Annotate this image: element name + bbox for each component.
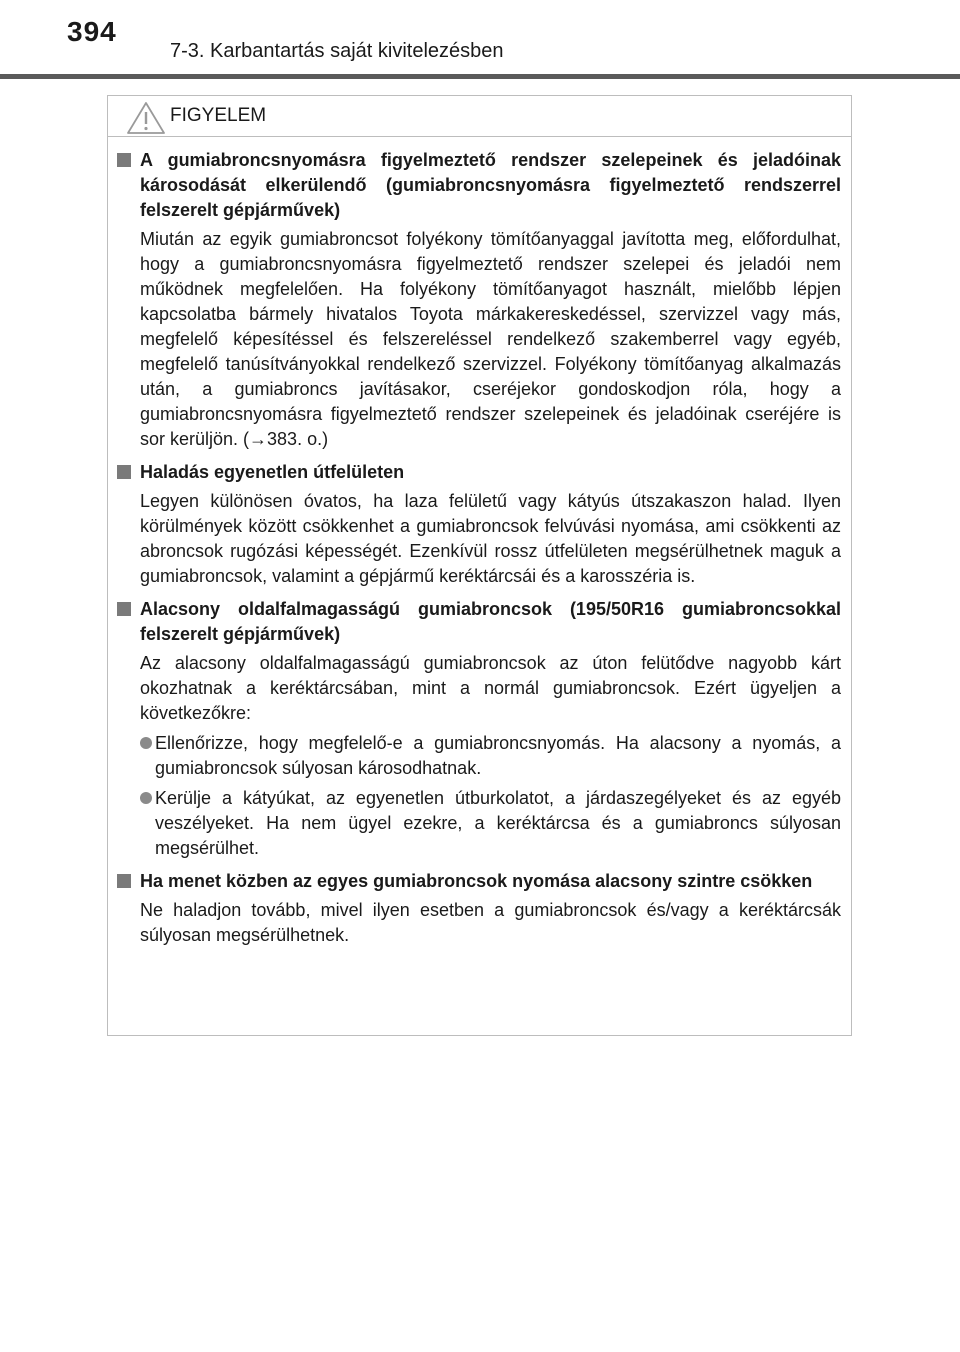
bullet-text: Ellenőrizze, hogy megfelelő-e a gumiabroncsnyomás. Ha alacsony a nyomás, a gumiabroncsok súlyosan károsodhatnak. <box>155 733 841 778</box>
item-heading: Ha menet közben az egyes gumiabroncsok nyomása alacsony szintre csökken <box>140 871 813 891</box>
bullet-text: Kerülje a kátyúkat, az egyenetlen útburkolatot, a járdaszegélyeket és az egyéb veszélyeket. Ha nem ügyel ezekre, a keréktárcsa és a gumiabroncs súlyosan megsérülhet. <box>155 788 841 858</box>
header-divider <box>0 74 960 79</box>
warning-item <box>126 869 841 948</box>
item-text: Az alacsony oldalfalmagasságú gumiabroncsok az úton felütődve nagyobb kárt okozhatnak a keréktárcsában, mint a normál gumiabroncsok. Ezért ügyeljen a következőkre: <box>140 653 841 723</box>
item-text: Ne haladjon tovább, mivel ilyen esetben a gumiabroncsok és/vagy a keréktárcsák súlyosan megsérülhetnek. <box>140 900 841 945</box>
page-number: 394 <box>67 16 117 47</box>
warning-box <box>107 95 852 1036</box>
page-header <box>0 0 960 80</box>
warning-triangle-icon <box>126 101 166 135</box>
square-bullet-icon <box>117 465 131 479</box>
item-heading: Alacsony oldalfalmagasságú gumiabroncsok (195/50R16 gumiabroncsokkal felszerelt gépjárművek) <box>140 599 841 644</box>
warning-title: FIGYELEM <box>170 105 267 126</box>
list-item <box>140 786 841 861</box>
square-bullet-icon <box>117 602 131 616</box>
list-item <box>140 731 841 781</box>
warning-item <box>126 460 841 589</box>
square-bullet-icon <box>117 874 131 888</box>
item-text: Miután az egyik gumiabroncsot folyékony tömítőanyaggal javította meg, előfordulhat, hogy a gumiabroncsnyomásra figyelmeztető rendszer szelepei és jeladói nem működnek megfelelően. Ha folyékony tömítőanyagot használt, mielőbb lépjen kapcsolatba bármely hivatalos Toyota márkakereskedéssel, szervizzel vagy más, megfelelő képesítéssel és felszereléssel rendelkező szakemberrel vagy egyéb, megfelelő tanúsítványokkal rendelkező szervizzel. Folyékony tömítőanyag alkalmazás után, a gumiabroncs javításakor, cseréjekor gondoskodjon róla, hogy a gumiabroncsnyomásra figyelmeztető rendszer szelepeinek és jeladóinak cseréjére is sor kerüljön. (→383. o.) <box>140 229 841 449</box>
item-heading: A gumiabroncsnyomásra figyelmeztető rendszer szelepeinek és jeladóinak károsodását elkerülendő (gumiabroncsnyomásra figyelmeztető rendszerrel felszerelt gépjárművek) <box>140 150 841 220</box>
warning-item <box>126 148 841 452</box>
item-heading: Haladás egyenetlen útfelületen <box>140 462 405 482</box>
square-bullet-icon <box>117 153 131 167</box>
item-text: Legyen különösen óvatos, ha laza felületű vagy kátyús útszakaszon halad. Ilyen körülmények között csökkenhet a gumiabroncsok felvúvási nyomása, ami csökkenti az abroncsok rugózási képességét. Ezenkívül rossz útfelületen megsérülhetnek maguk a gumiabroncsok, valamint a gépjármű keréktárcsái és a karosszéria is. <box>140 491 841 586</box>
warning-item <box>126 597 841 861</box>
section-title: 7-3. Karbantartás saját kivitelezésben <box>170 40 504 62</box>
circle-bullet-icon <box>140 737 152 749</box>
circle-bullet-icon <box>140 792 152 804</box>
warning-body <box>108 137 851 948</box>
warning-header <box>108 96 851 137</box>
